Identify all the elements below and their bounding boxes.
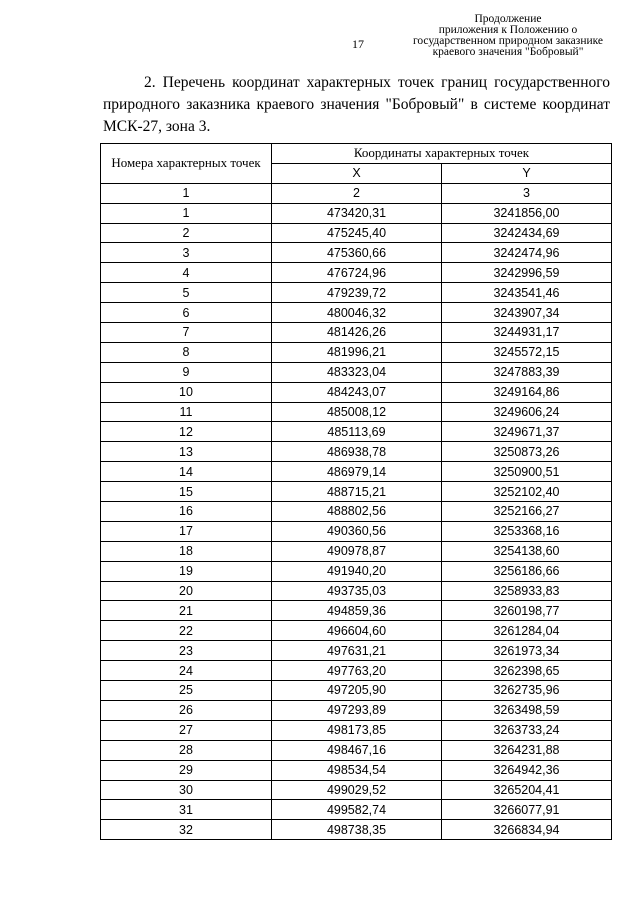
- table-row: [101, 243, 612, 263]
- x-coordinate-cell: 485113,69: [272, 422, 442, 442]
- x-coordinate-cell: 480046,32: [272, 303, 442, 323]
- column-number-1: 1: [101, 183, 272, 203]
- table-row: [101, 303, 612, 323]
- table-row: [101, 561, 612, 581]
- y-coordinate-cell: 3264231,88: [442, 740, 612, 760]
- table-row: [101, 283, 612, 303]
- x-coordinate-cell: 497763,20: [272, 661, 442, 681]
- point-number-cell: 31: [101, 800, 272, 820]
- x-coordinate-cell: 498467,16: [272, 740, 442, 760]
- table-row: [101, 601, 612, 621]
- y-coordinate-cell: 3250873,26: [442, 442, 612, 462]
- point-number-cell: 1: [101, 203, 272, 223]
- y-coordinate-cell: 3262735,96: [442, 681, 612, 701]
- y-coordinate-cell: 3242996,59: [442, 263, 612, 283]
- y-coordinate-cell: 3254138,60: [442, 541, 612, 561]
- table-row: [101, 263, 612, 283]
- x-coordinate-cell: 475360,66: [272, 243, 442, 263]
- y-coordinate-cell: 3258933,83: [442, 581, 612, 601]
- note-line: приложения к Положению о: [438, 24, 578, 36]
- appendix-continuation-note: [398, 14, 618, 58]
- header-x: X: [272, 163, 442, 183]
- point-number-cell: 20: [101, 581, 272, 601]
- point-number-cell: 3: [101, 243, 272, 263]
- y-coordinate-cell: 3266834,94: [442, 820, 612, 840]
- point-number-cell: 22: [101, 621, 272, 641]
- x-coordinate-cell: 488715,21: [272, 482, 442, 502]
- y-coordinate-cell: 3244931,17: [442, 323, 612, 343]
- y-coordinate-cell: 3252102,40: [442, 482, 612, 502]
- x-coordinate-cell: 493735,03: [272, 581, 442, 601]
- y-coordinate-cell: 3265204,41: [442, 780, 612, 800]
- table-row: [101, 521, 612, 541]
- table-row: [101, 661, 612, 681]
- point-number-cell: 32: [101, 820, 272, 840]
- x-coordinate-cell: 481996,21: [272, 342, 442, 362]
- table-row: [101, 581, 612, 601]
- y-coordinate-cell: 3252166,27: [442, 502, 612, 522]
- x-coordinate-cell: 488802,56: [272, 502, 442, 522]
- point-number-cell: 10: [101, 382, 272, 402]
- x-coordinate-cell: 485008,12: [272, 402, 442, 422]
- table-row: [101, 820, 612, 840]
- point-number-cell: 30: [101, 780, 272, 800]
- y-coordinate-cell: 3241856,00: [442, 203, 612, 223]
- x-coordinate-cell: 476724,96: [272, 263, 442, 283]
- point-number-cell: 29: [101, 760, 272, 780]
- point-number-cell: 13: [101, 442, 272, 462]
- table-row: [101, 382, 612, 402]
- x-coordinate-cell: 490978,87: [272, 541, 442, 561]
- x-coordinate-cell: 498173,85: [272, 720, 442, 740]
- point-number-cell: 28: [101, 740, 272, 760]
- section-intro-paragraph: 2. Перечень координат характерных точек границ государственного природного заказника краевого значения "Бобровый" в системе координат МСК-27, зона 3.: [103, 74, 610, 135]
- point-number-cell: 16: [101, 502, 272, 522]
- table-row: [101, 462, 612, 482]
- x-coordinate-cell: 497631,21: [272, 641, 442, 661]
- x-coordinate-cell: 481426,26: [272, 323, 442, 343]
- y-coordinate-cell: 3253368,16: [442, 521, 612, 541]
- header-coordinates: Координаты характерных точек: [272, 144, 612, 164]
- point-number-cell: 5: [101, 283, 272, 303]
- x-coordinate-cell: 483323,04: [272, 362, 442, 382]
- table-row: [101, 800, 612, 820]
- coordinates-table: [100, 143, 612, 840]
- x-coordinate-cell: 475245,40: [272, 223, 442, 243]
- point-number-cell: 11: [101, 402, 272, 422]
- table-row: [101, 681, 612, 701]
- y-coordinate-cell: 3242474,96: [442, 243, 612, 263]
- point-number-cell: 15: [101, 482, 272, 502]
- point-number-cell: 9: [101, 362, 272, 382]
- x-coordinate-cell: 491940,20: [272, 561, 442, 581]
- point-number-cell: 27: [101, 720, 272, 740]
- point-number-cell: 4: [101, 263, 272, 283]
- table-row: [101, 720, 612, 740]
- y-coordinate-cell: 3249671,37: [442, 422, 612, 442]
- point-number-cell: 23: [101, 641, 272, 661]
- x-coordinate-cell: 497205,90: [272, 681, 442, 701]
- x-coordinate-cell: 473420,31: [272, 203, 442, 223]
- x-coordinate-cell: 497293,89: [272, 700, 442, 720]
- y-coordinate-cell: 3250900,51: [442, 462, 612, 482]
- y-coordinate-cell: 3243907,34: [442, 303, 612, 323]
- y-coordinate-cell: 3249164,86: [442, 382, 612, 402]
- x-coordinate-cell: 490360,56: [272, 521, 442, 541]
- header-point-numbers: Номера характерных точек: [101, 144, 272, 184]
- note-line: государственном природном заказнике: [412, 35, 604, 47]
- point-number-cell: 18: [101, 541, 272, 561]
- point-number-cell: 21: [101, 601, 272, 621]
- table-row: [101, 641, 612, 661]
- table-row: [101, 621, 612, 641]
- point-number-cell: 7: [101, 323, 272, 343]
- y-coordinate-cell: 3263733,24: [442, 720, 612, 740]
- table-row: [101, 362, 612, 382]
- point-number-cell: 26: [101, 700, 272, 720]
- column-number-3: 3: [442, 183, 612, 203]
- note-line: краевого значения "Бобровый": [432, 46, 584, 58]
- table-row: [101, 402, 612, 422]
- x-coordinate-cell: 498534,54: [272, 760, 442, 780]
- table-row: [101, 323, 612, 343]
- point-number-cell: 6: [101, 303, 272, 323]
- y-coordinate-cell: 3261973,34: [442, 641, 612, 661]
- x-coordinate-cell: 499582,74: [272, 800, 442, 820]
- x-coordinate-cell: 499029,52: [272, 780, 442, 800]
- y-coordinate-cell: 3266077,91: [442, 800, 612, 820]
- header-y: Y: [442, 163, 612, 183]
- x-coordinate-cell: 486938,78: [272, 442, 442, 462]
- y-coordinate-cell: 3243541,46: [442, 283, 612, 303]
- point-number-cell: 12: [101, 422, 272, 442]
- table-row: [101, 223, 612, 243]
- y-coordinate-cell: 3260198,77: [442, 601, 612, 621]
- point-number-cell: 24: [101, 661, 272, 681]
- x-coordinate-cell: 496604,60: [272, 621, 442, 641]
- table-row: [101, 740, 612, 760]
- y-coordinate-cell: 3256186,66: [442, 561, 612, 581]
- point-number-cell: 14: [101, 462, 272, 482]
- y-coordinate-cell: 3242434,69: [442, 223, 612, 243]
- table-row: [101, 422, 612, 442]
- y-coordinate-cell: 3262398,65: [442, 661, 612, 681]
- point-number-cell: 25: [101, 681, 272, 701]
- note-line: Продолжение: [474, 13, 542, 25]
- page-number: 17: [352, 37, 364, 51]
- x-coordinate-cell: 494859,36: [272, 601, 442, 621]
- table-row: [101, 780, 612, 800]
- x-coordinate-cell: 484243,07: [272, 382, 442, 402]
- point-number-cell: 19: [101, 561, 272, 581]
- table-row: [101, 203, 612, 223]
- column-number-2: 2: [272, 183, 442, 203]
- x-coordinate-cell: 486979,14: [272, 462, 442, 482]
- table-row: [101, 442, 612, 462]
- table-row: [101, 502, 612, 522]
- point-number-cell: 17: [101, 521, 272, 541]
- coordinates-table-body: [101, 203, 612, 840]
- point-number-cell: 8: [101, 342, 272, 362]
- x-coordinate-cell: 479239,72: [272, 283, 442, 303]
- y-coordinate-cell: 3245572,15: [442, 342, 612, 362]
- y-coordinate-cell: 3249606,24: [442, 402, 612, 422]
- table-row: [101, 541, 612, 561]
- y-coordinate-cell: 3264942,36: [442, 760, 612, 780]
- table-row: [101, 760, 612, 780]
- y-coordinate-cell: 3263498,59: [442, 700, 612, 720]
- table-row: [101, 342, 612, 362]
- y-coordinate-cell: 3261284,04: [442, 621, 612, 641]
- y-coordinate-cell: 3247883,39: [442, 362, 612, 382]
- x-coordinate-cell: 498738,35: [272, 820, 442, 840]
- table-row: [101, 482, 612, 502]
- table-row: [101, 700, 612, 720]
- point-number-cell: 2: [101, 223, 272, 243]
